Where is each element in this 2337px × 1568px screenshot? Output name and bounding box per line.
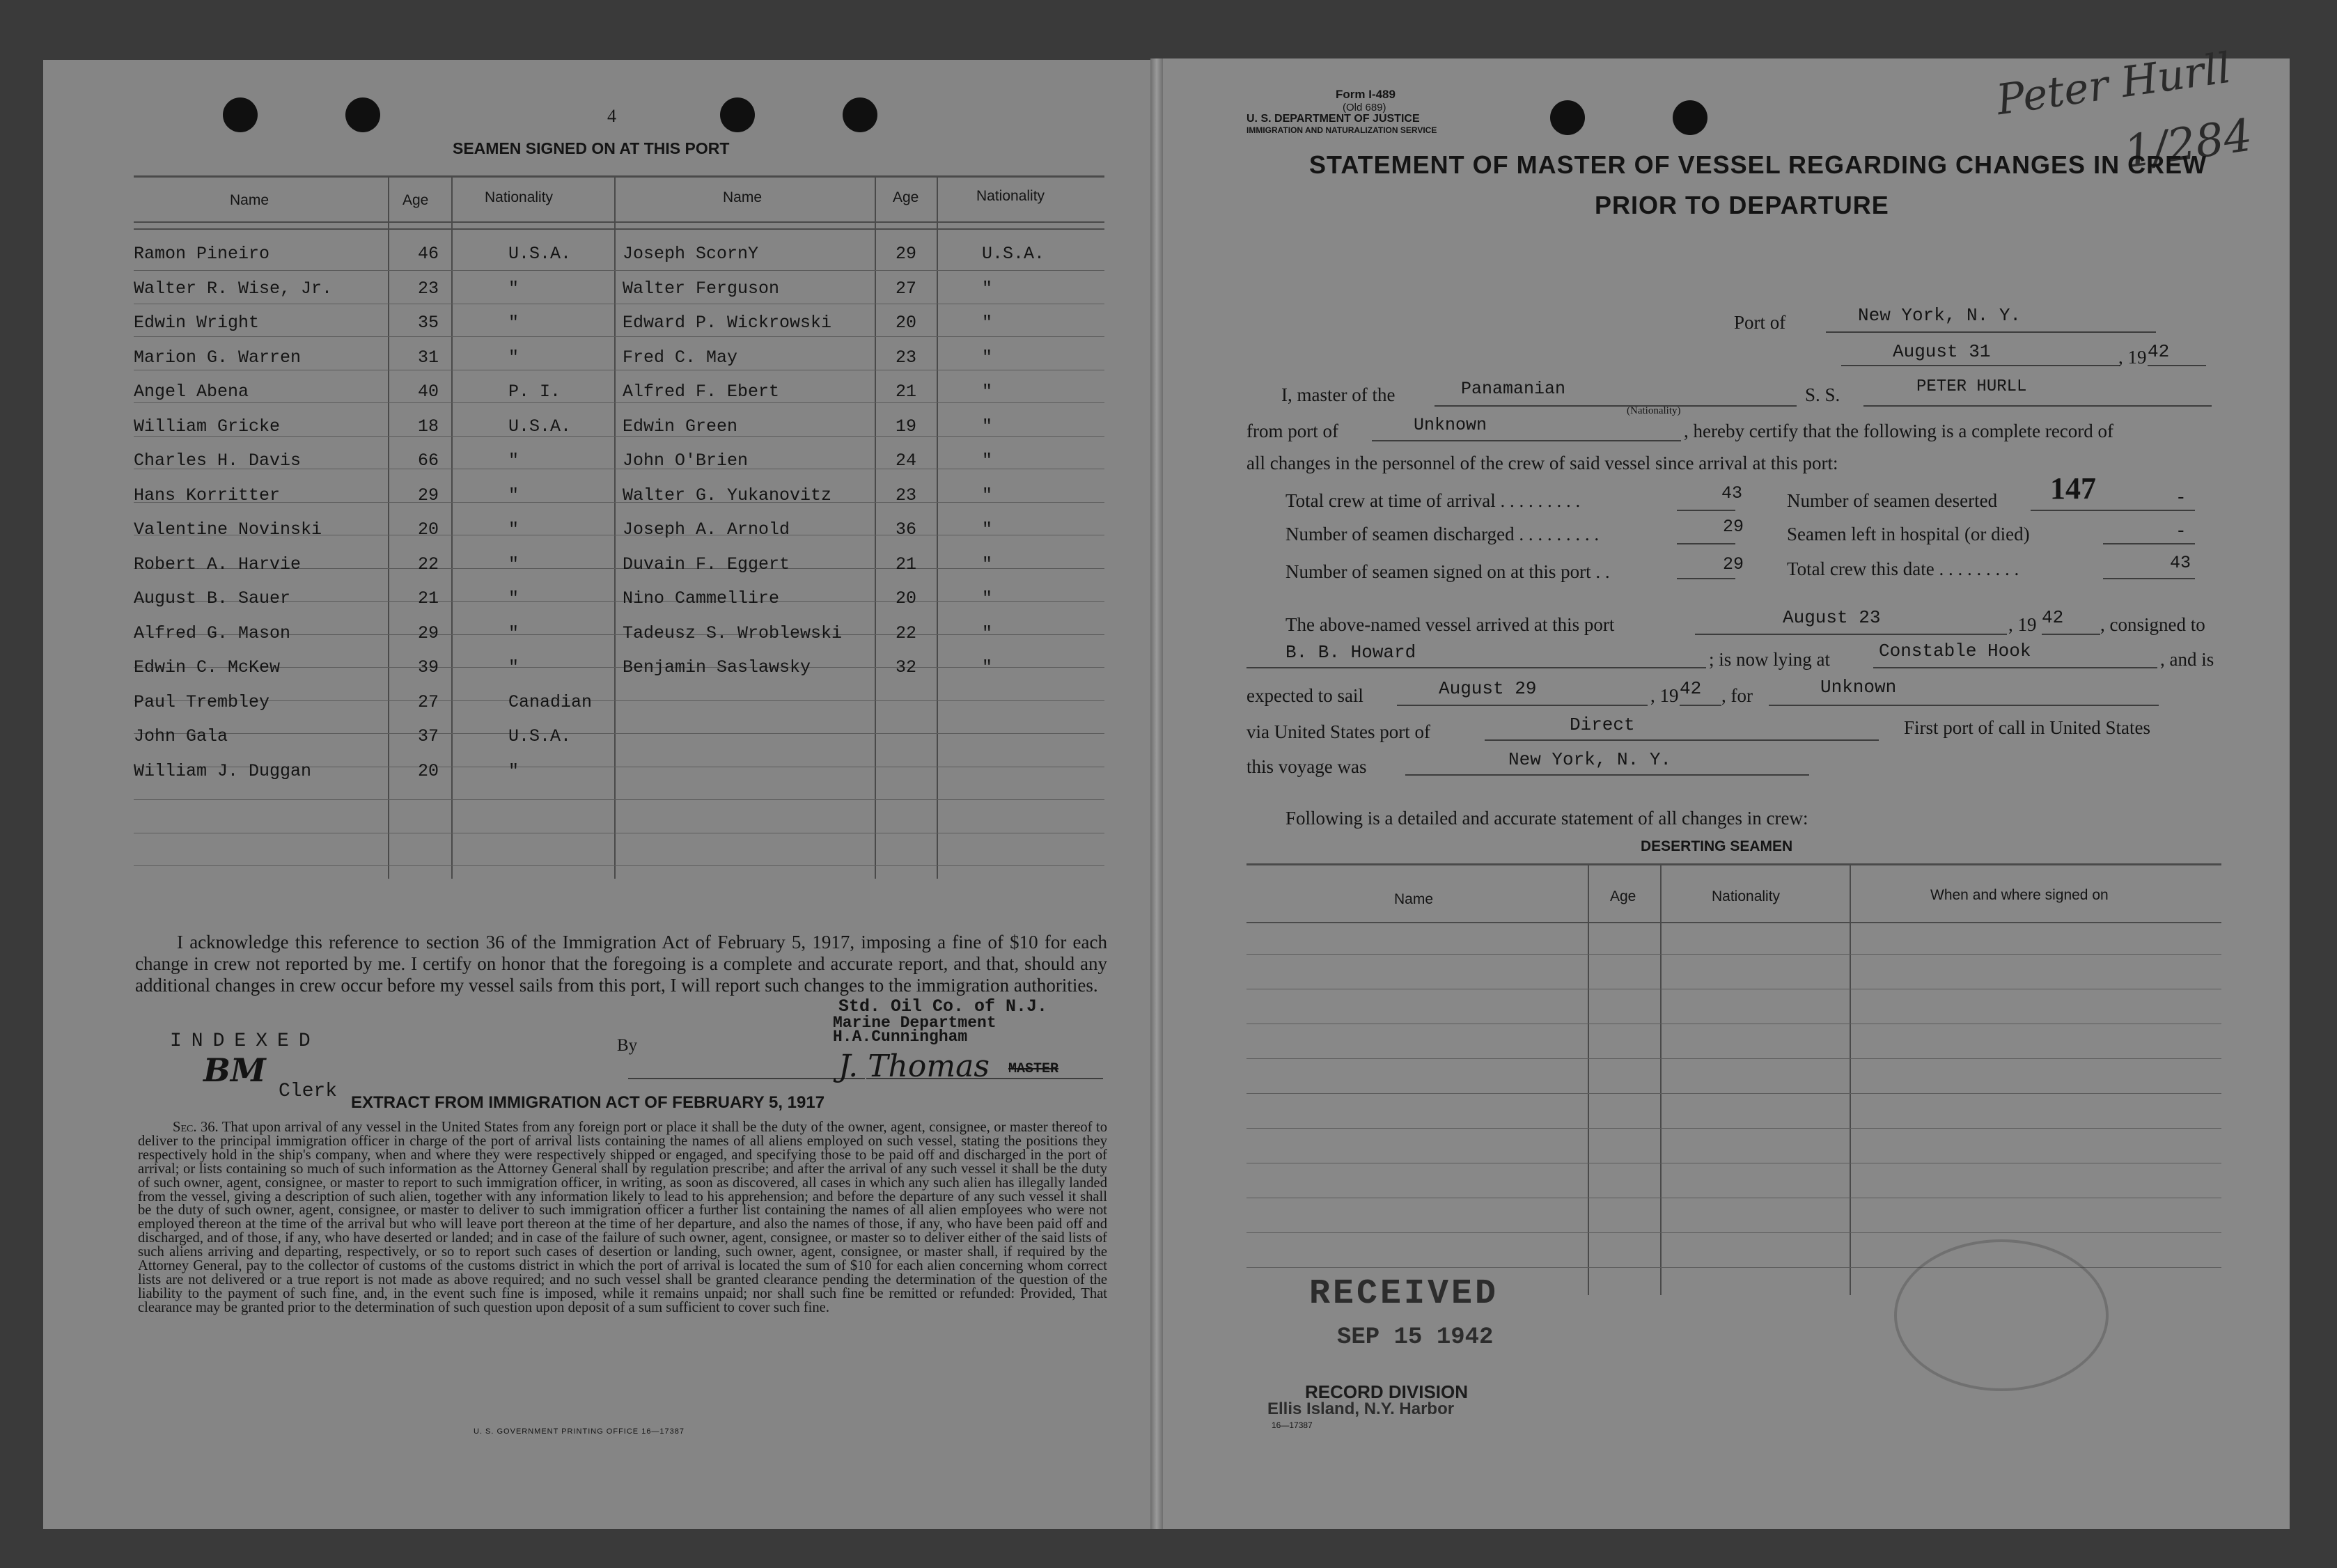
- seamen-signed-title: SEAMEN SIGNED ON AT THIS PORT: [453, 139, 730, 157]
- company-stamp-line: Marine Department: [833, 1014, 996, 1032]
- table-row-line: [134, 336, 1104, 337]
- crew-nationality: ": [508, 485, 519, 505]
- table-rule: [1660, 863, 1662, 1295]
- crew-name: Benjamin Saslawsky: [623, 657, 811, 677]
- crew-nationality: ": [982, 278, 993, 299]
- following-text: Following is a detailed and accurate statement of all changes in crew:: [1285, 808, 1808, 829]
- discharged-label: Number of seamen discharged . . . . . . . . .: [1285, 524, 1600, 544]
- section-36-text: [138, 1121, 1107, 1315]
- crew-name: Angel Abena: [134, 382, 249, 402]
- field-line: [2148, 365, 2206, 366]
- table-rule: [1246, 863, 2221, 865]
- crew-name: Fred C. May: [623, 347, 738, 368]
- arrived-year: 42: [2042, 607, 2064, 628]
- signature-line: [628, 1078, 865, 1079]
- crew-age: 20: [896, 313, 917, 333]
- crew-nationality: U.S.A.: [982, 244, 1045, 264]
- field-line: [1826, 331, 2156, 333]
- section-body: That upon arrival of any vessel in the United States from any foreign port or place it shall be the duty of the owner, agent, consignee, or master thereof to deliver to the principal immigration officer in charge of the port of arrival lists containing the names of all aliens employed on such vessel, stating the positions they respectively hold in the ship's company, when and where they were respectively shipped or engaged, and specifying those to be paid off and discharged in the port of arrival; or lists containing so much of such information as the Attorney General shall by regulation prescribe; and after the arrival of any such vessel it shall be the duty of such owner, agent, consignee, or master to report to such immigration officer, in writing, as soon as discovered, all cases in which any such alien has illegally landed from the vessel, giving a description of such alien, together with any information likely to lead to his apprehension; and before the departure of any such vessel it shall be the duty of such owner, agent, consignee, or master to deliver to such immigration officer a further list containing the names of all alien employees who were not employed thereon at the time of the arrival but who will leave port thereon at the time of her departure, and also the names of those, if any, who have been paid off and discharged, and of those, if any, who have deserted or landed; and in case of the failure of such owner, agent, consignee, or master so to deliver either of the said lists of such aliens arriving and departing, respectively, or so to report such cases of desertion or landing, such owner, agent, consignee, or master shall, if required by the Attorney General, pay to the collector of customs of the customs district in which the port of arrival is located the sum of $10 for each alien concerning whom correct lists are not delivered or a true report is not made as above required; and no such vessel shall be granted clearance pending the determination of the question of the liability to the payment of such fine, and, in the event such fine is imposed, while it remains unpaid; nor shall such fine be remitted or refunded: Provided, That clearance may be granted prior to the determination of such question upon deposit of a sum sufficient to cover such fine.: [138, 1120, 1107, 1315]
- table-rule: [875, 175, 876, 879]
- section-label: Sec. 36.: [173, 1120, 219, 1135]
- master-of-label: I, master of the: [1281, 384, 1396, 405]
- first-port-label: First port of call in United States: [1904, 717, 2150, 738]
- consignee: B. B. Howard: [1285, 642, 1416, 663]
- crew-nationality: ": [982, 485, 993, 505]
- received-stamp: RECEIVED: [1309, 1274, 1499, 1314]
- from-port-label: from port of: [1246, 421, 1338, 441]
- via-value: Direct: [1570, 714, 1635, 735]
- crew-name: Marion G. Warren: [134, 347, 302, 368]
- crew-name: William J. Duggan: [134, 760, 312, 781]
- field-line: [1485, 739, 1879, 741]
- crew-nationality: ": [508, 313, 519, 333]
- received-date-stamp: SEP 15 1942: [1337, 1324, 1494, 1351]
- crew-nationality: ": [508, 450, 519, 471]
- table-rule: [451, 175, 453, 879]
- hospital-label: Seamen left in hospital (or died): [1787, 524, 2030, 544]
- hospital-value: -: [2175, 521, 2187, 542]
- field-line: [1677, 543, 1735, 544]
- destination: Unknown: [1820, 677, 1897, 698]
- crew-nationality: ": [508, 554, 519, 574]
- table-row-line: [134, 402, 1104, 403]
- page-fold: [1150, 58, 1163, 1529]
- total-arrival-label: Total crew at time of arrival . . . . . . . . .: [1285, 490, 1581, 511]
- table-rule: [614, 175, 616, 879]
- crew-age: 23: [896, 347, 917, 368]
- deserting-seamen-title: DESERTING SEAMEN: [1641, 838, 1793, 854]
- punch-hole: [345, 97, 380, 132]
- col-header-name: Name: [230, 192, 269, 208]
- field-line: [2042, 634, 2100, 635]
- arrived-label: The above-named vessel arrived at this port: [1285, 614, 1615, 635]
- field-line: [1863, 405, 2212, 407]
- table-row-line: [1246, 1232, 2221, 1233]
- sail-year: 42: [1680, 678, 1702, 699]
- crew-age: 39: [418, 657, 439, 677]
- crew-nationality: P. I.: [508, 382, 561, 402]
- crew-age: 20: [896, 588, 917, 609]
- crew-nationality: ": [982, 588, 993, 609]
- field-line: [1397, 705, 1648, 706]
- table-row-line: [134, 700, 1104, 701]
- discharged-value: 29: [1723, 517, 1744, 537]
- form-old-number: (Old 689): [1343, 102, 1386, 113]
- punch-hole: [223, 97, 258, 132]
- crew-nationality: ": [982, 347, 993, 368]
- crew-name: Joseph A. Arnold: [623, 519, 790, 540]
- page-number: 4: [607, 106, 616, 126]
- crew-nationality: ": [508, 588, 519, 609]
- crew-name: Robert A. Harvie: [134, 554, 302, 574]
- crew-nationality: U.S.A.: [508, 244, 572, 264]
- crew-age: 32: [896, 657, 917, 677]
- right-form-code: 16—17387: [1272, 1420, 1313, 1430]
- crew-nationality: ": [982, 519, 993, 540]
- crew-nationality: ": [508, 347, 519, 368]
- punch-hole: [843, 97, 877, 132]
- crew-nationality: ": [982, 657, 993, 677]
- total-date-value: 43: [2170, 553, 2191, 573]
- certify-text: , hereby certify that the following is a complete record of: [1684, 421, 2114, 441]
- col-header-age: Age: [402, 192, 429, 208]
- punch-hole: [1673, 100, 1707, 135]
- deserted-label: Number of seamen deserted: [1787, 490, 1998, 511]
- signed-on-value: 29: [1723, 554, 1744, 574]
- crew-age: 66: [418, 450, 439, 471]
- voyage-label: this voyage was: [1246, 756, 1367, 777]
- sail-year-prefix: , 19: [1650, 685, 1679, 706]
- deserted-mark: 147: [2050, 471, 2096, 505]
- field-line: [2103, 543, 2195, 544]
- crew-age: 35: [418, 313, 439, 333]
- crew-age: 27: [896, 278, 917, 299]
- crew-name: Nino Cammellire: [623, 588, 780, 609]
- table-rule: [1850, 863, 1851, 1295]
- crew-name: Walter Ferguson: [623, 278, 780, 299]
- sail-label: expected to sail: [1246, 685, 1363, 706]
- field-line: [1405, 774, 1809, 776]
- via-label: via United States port of: [1246, 721, 1430, 742]
- crew-name: August B. Sauer: [134, 588, 291, 609]
- company-stamp-line: Std. Oil Co. of N.J.: [838, 996, 1048, 1017]
- master-label: MASTER: [1008, 1061, 1059, 1077]
- voyage-value: New York, N. Y.: [1508, 749, 1672, 770]
- crew-age: 46: [418, 244, 439, 264]
- field-line: [1680, 705, 1721, 706]
- table-row-line: [134, 865, 1104, 866]
- crew-age: 22: [896, 622, 917, 643]
- crew-name: Ramon Pineiro: [134, 244, 270, 264]
- table-rule: [1246, 922, 2221, 923]
- report-year-prefix: , 19: [2118, 347, 2147, 368]
- ellis-island-stamp: Ellis Island, N.Y. Harbor: [1267, 1400, 1455, 1418]
- crew-age: 21: [896, 554, 917, 574]
- crew-name: Charles H. Davis: [134, 450, 302, 471]
- crew-age: 29: [418, 622, 439, 643]
- record-division-stamp: RECORD DIVISION: [1305, 1381, 1469, 1402]
- crew-name: Edwin C. McKew: [134, 657, 281, 677]
- crew-age: 29: [418, 485, 439, 505]
- crew-age: 19: [896, 416, 917, 437]
- deserting-header-age: Age: [1610, 888, 1636, 904]
- certify-text-2: all changes in the personnel of the crew of said vessel since arrival at this port:: [1246, 453, 1838, 473]
- signed-on-label: Number of seamen signed on at this port . .: [1285, 561, 1610, 582]
- crew-nationality: ": [508, 760, 519, 781]
- col-header-nationality: Nationality: [976, 188, 1045, 204]
- crew-nationality: U.S.A.: [508, 416, 572, 437]
- deserting-header-nationality: Nationality: [1712, 888, 1781, 904]
- crew-name: Tadeusz S. Wroblewski: [623, 622, 843, 643]
- handwritten-vessel-name: Peter Hurll: [1993, 43, 2234, 125]
- service-name: IMMIGRATION AND NATURALIZATION SERVICE: [1246, 125, 1437, 135]
- crew-nationality: ": [982, 622, 993, 643]
- table-row-line: [1246, 1093, 2221, 1094]
- crew-nationality: ": [982, 554, 993, 574]
- table-rule: [388, 175, 389, 879]
- table-row-line: [134, 270, 1104, 271]
- field-line: [2103, 578, 2195, 579]
- report-date: August 31: [1893, 341, 1991, 362]
- crew-name: Valentine Novinski: [134, 519, 322, 540]
- crew-age: 22: [418, 554, 439, 574]
- arrived-year-prefix: , 19: [2008, 614, 2037, 635]
- table-rule: [134, 228, 1104, 230]
- master-signature: J. Thomas: [838, 1049, 990, 1084]
- table-row-line: [134, 733, 1104, 734]
- port-of-value: New York, N. Y.: [1858, 305, 2022, 326]
- arrived-date: August 23: [1783, 607, 1881, 628]
- crew-name: Joseph ScornY: [623, 244, 759, 264]
- crew-name: Edwin Green: [623, 416, 738, 437]
- deserting-header-when-where: When and where signed on: [1930, 887, 2109, 903]
- crew-age: 29: [896, 244, 917, 264]
- vessel-prefix: S. S.: [1805, 384, 1840, 405]
- extract-title: EXTRACT FROM IMMIGRATION ACT OF FEBRUARY 5, 1917: [351, 1093, 825, 1112]
- crew-age: 27: [418, 691, 439, 712]
- lying-value: Constable Hook: [1879, 641, 2031, 661]
- crew-nationality: ": [508, 657, 519, 677]
- field-line: [1677, 510, 1735, 511]
- and-is-label: , and is: [2160, 649, 2214, 670]
- table-row-line: [1246, 954, 2221, 955]
- crew-nationality: ": [508, 278, 519, 299]
- crew-name: Duvain F. Eggert: [623, 554, 790, 574]
- deserted-value: -: [2175, 487, 2187, 508]
- field-line: [1841, 365, 2120, 366]
- for-label: , for: [1721, 685, 1753, 706]
- crew-age: 37: [418, 726, 439, 746]
- field-line: [1246, 667, 1706, 668]
- field-line: [1435, 405, 1797, 407]
- table-row-line: [1246, 1128, 2221, 1129]
- crew-age: 31: [418, 347, 439, 368]
- sail-date: August 29: [1439, 678, 1537, 699]
- crew-age: 18: [418, 416, 439, 437]
- table-row-line: [1246, 1058, 2221, 1059]
- punch-hole: [1550, 100, 1585, 135]
- crew-age: 40: [418, 382, 439, 402]
- vessel-nationality: Panamanian: [1461, 379, 1566, 399]
- crew-age: 21: [896, 382, 917, 402]
- field-line: [1677, 578, 1735, 579]
- crew-name: Walter R. Wise, Jr.: [134, 278, 333, 299]
- crew-age: 24: [896, 450, 917, 471]
- field-line: [1873, 667, 2157, 668]
- crew-age: 20: [418, 760, 439, 781]
- crew-name: Edward P. Wickrowski: [623, 313, 832, 333]
- table-rule: [937, 175, 938, 879]
- field-line: [2031, 510, 2195, 511]
- consigned-label: , consigned to: [2100, 614, 2205, 635]
- by-label: By: [617, 1036, 638, 1055]
- crew-nationality: U.S.A.: [508, 726, 572, 746]
- vessel-name: PETER HURLL: [1916, 377, 2027, 396]
- crew-nationality: ": [982, 382, 993, 402]
- crew-age: 20: [418, 519, 439, 540]
- deserting-header-name: Name: [1394, 891, 1434, 907]
- crew-nationality: ": [982, 416, 993, 437]
- port-of-label: Port of: [1734, 312, 1786, 333]
- field-line: [1372, 440, 1681, 441]
- crew-nationality: Canadian: [508, 691, 593, 712]
- crew-name: Walter G. Yukanovitz: [623, 485, 832, 505]
- field-line: [1695, 634, 2007, 635]
- col-header-name: Name: [723, 189, 763, 205]
- crew-name: Edwin Wright: [134, 313, 260, 333]
- from-port-value: Unknown: [1414, 415, 1487, 435]
- clerk-initials: BM: [203, 1051, 266, 1089]
- crew-name: Alfred F. Ebert: [623, 382, 780, 402]
- lying-label: ; is now lying at: [1709, 649, 1830, 670]
- crew-name: John O'Brien: [623, 450, 749, 471]
- handwritten-file-number: 1/284: [2120, 109, 2256, 179]
- crew-name: John Gala: [134, 726, 228, 746]
- table-rule: [134, 175, 1104, 178]
- crew-name: Hans Korritter: [134, 485, 281, 505]
- printing-office: U. S. GOVERNMENT PRINTING OFFICE 16—17387: [474, 1427, 685, 1436]
- table-rule: [134, 221, 1104, 223]
- form-number: Form I-489: [1336, 88, 1396, 101]
- acknowledgement-text: I acknowledge this reference to section 36 of the Immigration Act of February 5, 1917, imposing a fine of $10 for each change in crew not reported by me. I certify on honor that the foregoing is a complete and accurate report, and that, should any additional changes in crew occur before my vessel sails from this port, I will report such changes to the immigration authorities.: [135, 932, 1107, 996]
- indexed-stamp: INDEXED: [170, 1030, 320, 1052]
- total-date-label: Total crew this date . . . . . . . . .: [1787, 558, 2019, 579]
- field-line: [1769, 705, 2159, 706]
- statement-title-line1: STATEMENT OF MASTER OF VESSEL REGARDING CHANGES IN CREW: [1309, 150, 2207, 179]
- report-year: 42: [2148, 341, 2170, 362]
- clerk-label: Clerk: [279, 1081, 338, 1102]
- table-row-line: [134, 799, 1104, 800]
- table-rule: [1588, 863, 1589, 1295]
- total-arrival-value: 43: [1721, 483, 1743, 503]
- col-header-age: Age: [893, 189, 919, 205]
- crew-nationality: ": [508, 622, 519, 643]
- statement-title-line2: PRIOR TO DEPARTURE: [1595, 191, 1889, 219]
- department-name: U. S. DEPARTMENT OF JUSTICE: [1246, 113, 1420, 125]
- crew-name: William Gricke: [134, 416, 281, 437]
- crew-age: 23: [418, 278, 439, 299]
- crew-age: 23: [896, 485, 917, 505]
- crew-age: 36: [896, 519, 917, 540]
- punch-hole: [720, 97, 755, 132]
- nationality-caption: (Nationality): [1627, 405, 1681, 416]
- company-stamp-line: H.A.Cunningham: [833, 1028, 968, 1046]
- crew-name: Alfred G. Mason: [134, 622, 291, 643]
- crew-nationality: ": [982, 313, 993, 333]
- crew-nationality: ": [508, 519, 519, 540]
- seal-impression: [1894, 1239, 2109, 1391]
- col-header-nationality: Nationality: [485, 189, 554, 205]
- crew-name: Paul Trembley: [134, 691, 270, 712]
- crew-age: 21: [418, 588, 439, 609]
- crew-nationality: ": [982, 450, 993, 471]
